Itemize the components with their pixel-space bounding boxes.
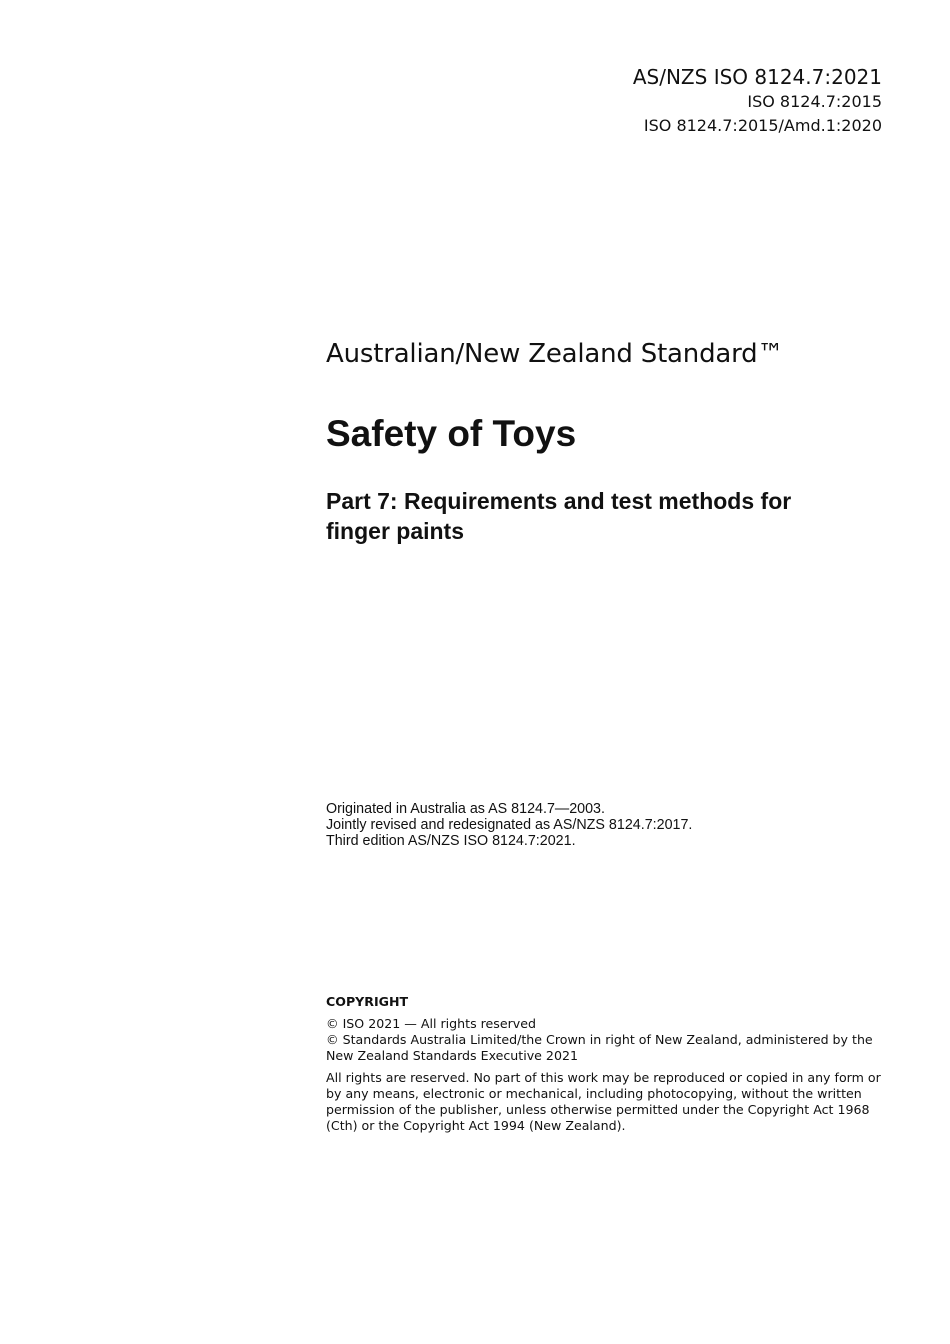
copyright-heading: COPYRIGHT xyxy=(326,994,409,1009)
standard-series: Australian/New Zealand Standard™ xyxy=(326,339,784,369)
document-identifiers xyxy=(633,64,882,138)
amendment-number: ISO 8124.7:2015/Amd.1:2020 xyxy=(643,116,882,135)
history-line: Third edition AS/NZS ISO 8124.7:2021. xyxy=(326,833,576,849)
copyright-statements xyxy=(326,1016,886,1064)
copyright-standards-line: © Standards Australia Limited/the Crown in right of New Zealand, administered by the New Zealand Standards Executive 2021 xyxy=(326,1032,873,1063)
standard-number: AS/NZS ISO 8124.7:2021 xyxy=(632,65,882,89)
copyright-iso-line: © ISO 2021 — All rights reserved xyxy=(326,1016,536,1031)
history-line: Originated in Australia as AS 8124.7—2003. xyxy=(326,801,605,817)
iso-number: ISO 8124.7:2015 xyxy=(747,92,882,111)
copyright-notice: All rights are reserved. No part of this work may be reproduced or copied in any form or by any means, electronic or mechanical, including photocopying, without the written permission of the publisher, unless otherwise permitted under the Copyright Act 1968 (Cth) or the Copyright Act 1994 (New Zealand). xyxy=(326,1070,881,1133)
document-title: Safety of Toys xyxy=(326,413,577,454)
history-line: Jointly revised and redesignated as AS/NZS 8124.7:2017. xyxy=(326,817,693,833)
publication-history xyxy=(326,801,692,849)
copyright-section xyxy=(326,994,886,1140)
document-subtitle: Part 7: Requirements and test methods for finger paints xyxy=(326,488,792,544)
